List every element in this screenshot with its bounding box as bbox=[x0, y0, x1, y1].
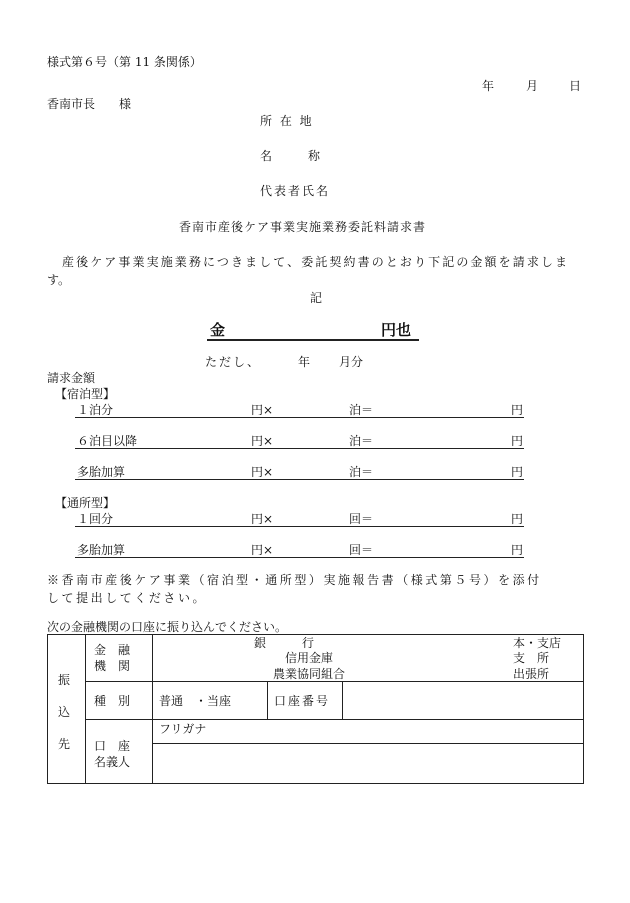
holder-name-input[interactable] bbox=[153, 744, 584, 784]
stay-row-yen: 円 bbox=[511, 434, 524, 448]
stay-row-unit: 泊＝ bbox=[349, 403, 374, 417]
day-row-unit: 回＝ bbox=[349, 512, 374, 526]
side-char: 込 bbox=[58, 705, 71, 719]
stay-row-yen-times: 円× bbox=[251, 403, 274, 417]
holder-label-cell bbox=[86, 720, 153, 784]
bank-transfer-table bbox=[47, 634, 584, 784]
note-line-2: して提出してください。 bbox=[47, 591, 208, 605]
day-row-underline bbox=[75, 557, 524, 558]
date-day-label: 日 bbox=[569, 79, 582, 93]
day-type-heading: 【通所型】 bbox=[55, 496, 116, 510]
institution-label-1: 金 融 bbox=[94, 643, 131, 657]
stay-row-label: ６泊目以降 bbox=[77, 434, 138, 448]
account-number-label: 口座番号 bbox=[274, 694, 331, 708]
day-row-yen: 円 bbox=[511, 543, 524, 557]
bank-type-ginko: 銀 行 bbox=[254, 636, 315, 650]
kin-label: 金 bbox=[210, 321, 226, 339]
branch-type-honshiten: 本・支店 bbox=[513, 636, 562, 650]
amount-underline bbox=[207, 339, 419, 341]
tadashi-label: ただし、 bbox=[205, 355, 262, 369]
stay-row-unit: 泊＝ bbox=[349, 465, 374, 479]
period-month-label: 月分 bbox=[339, 355, 364, 369]
claim-amount-label: 請求金額 bbox=[47, 371, 96, 385]
day-row-unit: 回＝ bbox=[349, 543, 374, 557]
branch-type-shisho: 支 所 bbox=[513, 651, 550, 665]
date-year-label: 年 bbox=[482, 79, 495, 93]
representative-label: 代表者氏名 bbox=[260, 184, 331, 198]
holder-label-2: 名義人 bbox=[94, 755, 131, 769]
stay-type-heading: 【宿泊型】 bbox=[55, 387, 116, 401]
stay-row-underline bbox=[75, 479, 524, 480]
stay-row-yen: 円 bbox=[511, 465, 524, 479]
account-type-label: 種 別 bbox=[94, 694, 131, 708]
bank-type-shinyo: 信用金庫 bbox=[285, 651, 334, 665]
date-month-label: 月 bbox=[526, 79, 539, 93]
stay-row-unit: 泊＝ bbox=[349, 434, 374, 448]
stay-row-label: 多胎加算 bbox=[77, 465, 126, 479]
furigana-label: フリガナ bbox=[159, 722, 207, 736]
bank-type-nokyo: 農業協同組合 bbox=[273, 667, 346, 681]
day-row-yen-times: 円× bbox=[251, 543, 274, 557]
account-type-value-cell[interactable] bbox=[153, 682, 268, 720]
stay-row-yen-times: 円× bbox=[251, 465, 274, 479]
institution-name-cell[interactable] bbox=[153, 635, 584, 682]
note-line-1: ※香南市産後ケア事業（宿泊型・通所型）実施報告書（様式第５号）を添付 bbox=[47, 573, 542, 587]
stay-row-label: １泊分 bbox=[77, 403, 114, 417]
side-char: 振 bbox=[58, 673, 71, 687]
day-row-label: 多胎加算 bbox=[77, 543, 126, 557]
stay-row-yen: 円 bbox=[511, 403, 524, 417]
account-type-label-cell bbox=[86, 682, 153, 720]
name-label: 名 称 bbox=[260, 149, 321, 163]
branch-type-shutchojo: 出張所 bbox=[513, 667, 550, 681]
institution-label-cell bbox=[86, 635, 153, 682]
day-row-underline bbox=[75, 526, 524, 527]
transfer-destination-header bbox=[48, 635, 86, 784]
stay-row-yen-times: 円× bbox=[251, 434, 274, 448]
account-number-input[interactable] bbox=[343, 682, 584, 720]
furigana-input[interactable] bbox=[153, 720, 584, 744]
ki-label: 記 bbox=[310, 291, 323, 305]
institution-label-2: 機 関 bbox=[94, 659, 131, 673]
stay-row-underline bbox=[75, 448, 524, 449]
day-row-yen: 円 bbox=[511, 512, 524, 526]
stay-row-underline bbox=[75, 417, 524, 418]
body-line-1: 産後ケア事業実施業務につきまして、委託契約書のとおり下記の金額を請求しま bbox=[62, 255, 570, 269]
account-number-label-cell bbox=[268, 682, 343, 720]
body-line-2: す。 bbox=[47, 273, 71, 287]
document-title: 香南市産後ケア事業実施業務委託料請求書 bbox=[179, 220, 427, 234]
address-label: 所 在 地 bbox=[260, 114, 314, 128]
account-type-value: 普通 ・当座 bbox=[159, 694, 232, 708]
yen-nari-label: 円也 bbox=[381, 321, 412, 339]
day-row-yen-times: 円× bbox=[251, 512, 274, 526]
day-row-label: １回分 bbox=[77, 512, 114, 526]
side-char: 先 bbox=[58, 737, 71, 751]
holder-label-1: 口 座 bbox=[94, 739, 131, 753]
period-year-label: 年 bbox=[298, 355, 311, 369]
addressee: 香南市長 様 bbox=[47, 97, 132, 111]
bank-intro: 次の金融機関の口座に振り込んでください。 bbox=[47, 620, 288, 634]
form-number: 様式第６号（第 11 条関係） bbox=[47, 55, 202, 69]
